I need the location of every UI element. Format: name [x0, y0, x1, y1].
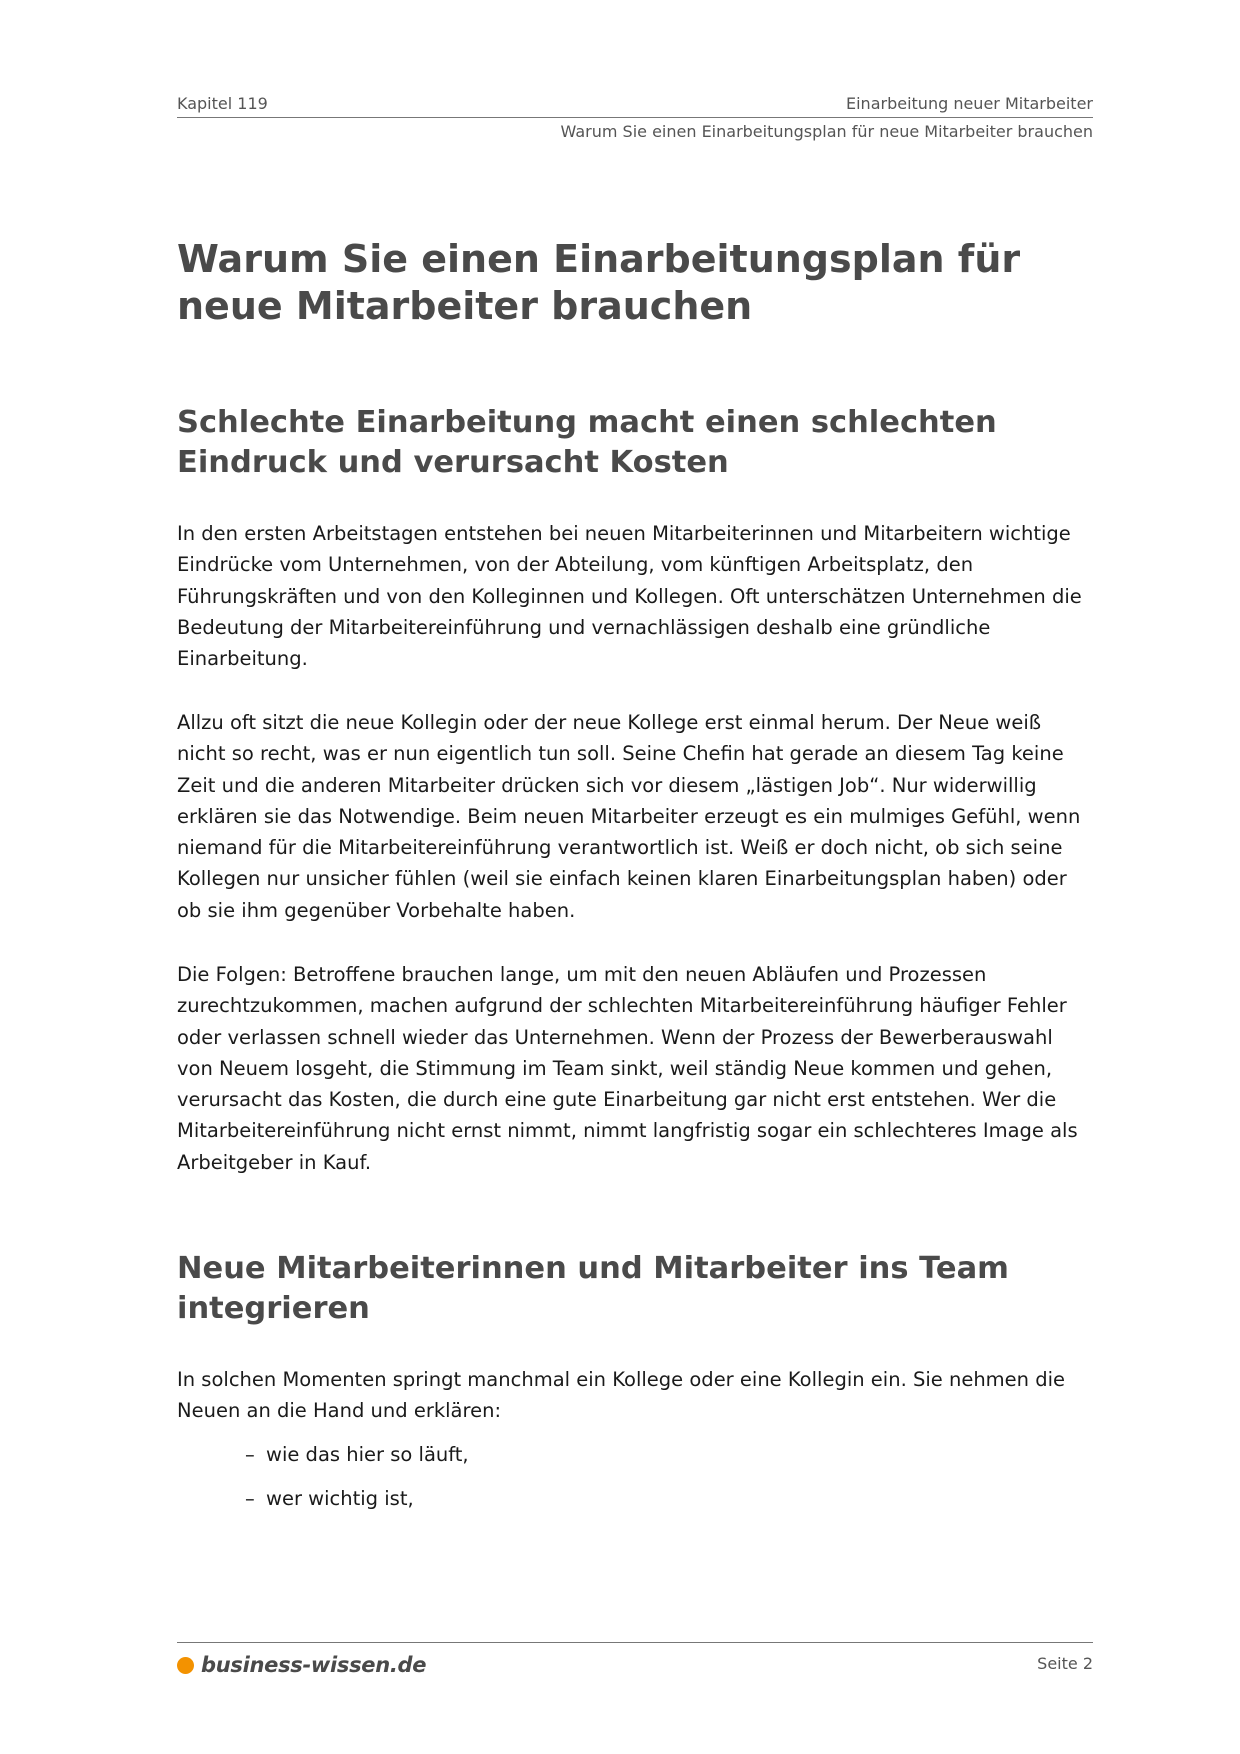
list-item-text: wie das hier so läuft,	[266, 1443, 469, 1466]
header-divider	[177, 117, 1093, 118]
bullet-list	[177, 1440, 1093, 1528]
paragraph-2: Allzu oft sitzt die neue Kollegin oder der neue Kollege erst einmal herum. Der Neue weiß nicht so recht, was er nun eigentlich tun soll. Seine Chefin hat gerade an diesem Tag keine Zeit und die anderen Mitarbeiter drücken sich vor diesem „lästigen Job“. Nur widerwillig erklären sie das Notwendige. Beim neuen Mitarbeiter erzeugt es ein mulmiges Gefühl, wenn niemand für die Mitarbeitereinführung verantwortlich ist. Weiß er doch nicht, ob sich seine Kollegen nur unsicher fühlen (weil sie einfach keinen klaren Einarbeitungsplan haben) oder ob sie ihm gegenüber Vorbehalte haben.	[177, 711, 1081, 922]
section-heading-2: Neue Mitarbeiterinnen und Mitarbeiter ins Team integrieren	[177, 1251, 1009, 1326]
running-header	[177, 94, 1093, 116]
dash-bullet: –	[245, 1487, 255, 1510]
paragraph-3: Die Folgen: Betroffene brauchen lange, um mit den neuen Abläufen und Prozessen zurechtzukommen, machen aufgrund der schlechten Mitarbeitereinführung häufiger Fehler oder verlassen schnell wieder das Unternehmen. Wenn der Prozess der Bewerberauswahl von Neuem losgeht, die Stimmung im Team sinkt, weil ständig Neue kommen und gehen, verursacht das Kosten, die durch eine gute Einarbeitung gar nicht erst entstehen. Wer die Mitarbeitereinführung nicht ernst nimmt, nimmt langfristig sogar ein schlechteres Image als Arbeitgeber in Kauf.	[177, 963, 1078, 1174]
paragraph-4: In solchen Momenten springt manchmal ein Kollege oder eine Kollegin ein. Sie nehmen die Neuen an die Hand und erklären:	[177, 1368, 1066, 1423]
list-item	[177, 1440, 1093, 1484]
list-item	[177, 1484, 1093, 1528]
page-title: Warum Sie einen Einarbeitungsplan für neue Mitarbeiter brauchen	[177, 237, 1021, 328]
brand-logo	[177, 1652, 426, 1678]
subsection-label: Warum Sie einen Einarbeitungsplan für neue Mitarbeiter brauchen	[560, 122, 1093, 141]
page-number: Seite 2	[1037, 1654, 1093, 1673]
dash-bullet: –	[245, 1443, 255, 1466]
paragraph-1: In den ersten Arbeitstagen entstehen bei neuen Mitarbeiterinnen und Mitarbeitern wichtige Eindrücke vom Unternehmen, von der Abteilung, vom künftigen Arbeitsplatz, den Führungskräften und von den Kolleginnen und Kollegen. Oft unterschätzen Unternehmen die Bedeutung der Mitarbeitereinführung und vernachlässigen deshalb eine gründliche Einarbeitung.	[177, 522, 1082, 671]
footer-divider	[177, 1642, 1093, 1643]
orange-dot-icon	[177, 1657, 194, 1674]
brand-name: business-wissen.de	[201, 1653, 427, 1677]
section-label: Einarbeitung neuer Mitarbeiter	[846, 94, 1093, 113]
section-heading-1: Schlechte Einarbeitung macht einen schlechten Eindruck und verursacht Kosten	[177, 405, 997, 480]
document-page	[177, 0, 1093, 1754]
list-item-text: wer wichtig ist,	[266, 1487, 414, 1510]
chapter-label: Kapitel 119	[177, 94, 268, 113]
